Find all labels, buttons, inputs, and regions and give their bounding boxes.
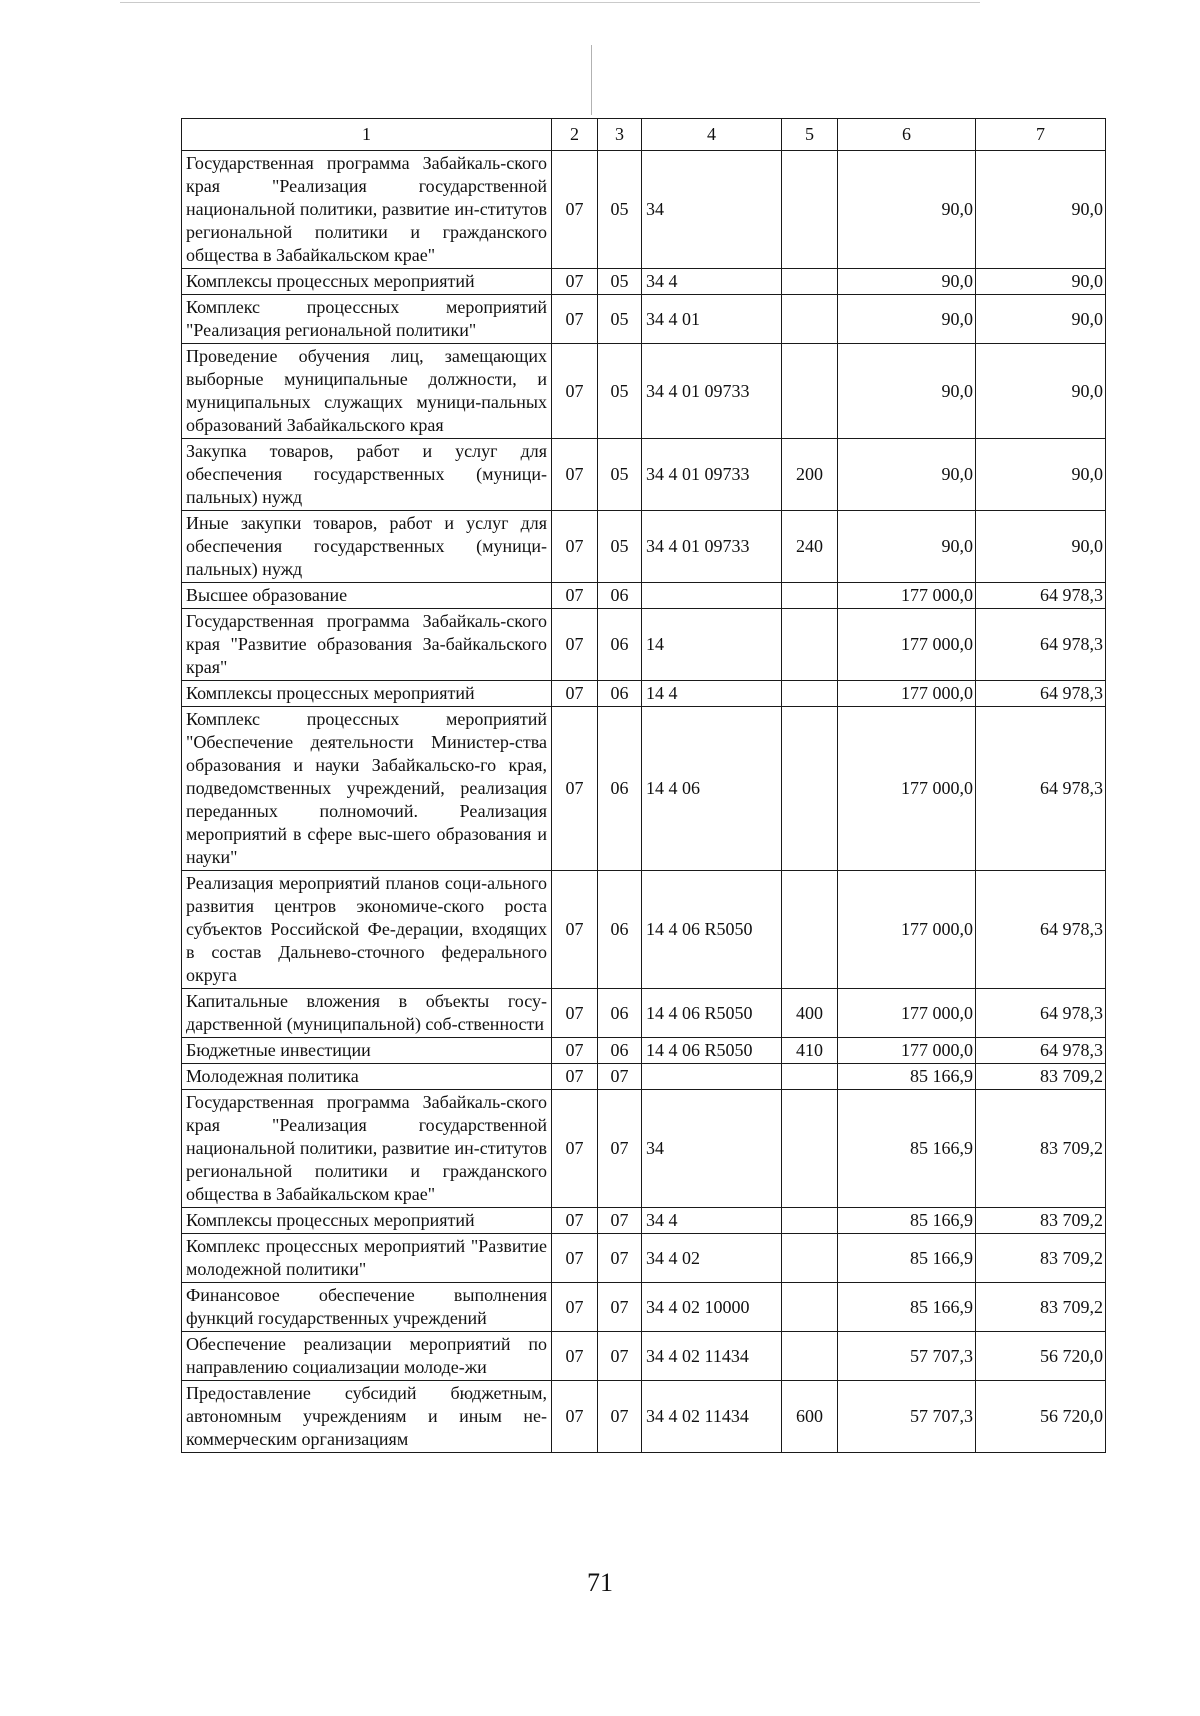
amount-2025-cell: 83 709,2 [976,1283,1106,1332]
table-row [182,511,1106,583]
subsection-cell: 07 [598,1381,642,1453]
section-cell: 07 [552,1332,598,1381]
header-row [182,119,1106,151]
table-row [182,1381,1106,1453]
header-col-2: 2 [552,119,598,151]
amount-2024-cell: 177 000,0 [838,871,976,989]
expense-type-cell [782,609,838,681]
row-name-cell: Обеспечение реализации мероприятий по направлению социализации молоде-жи [182,1332,552,1381]
target-article-cell: 14 4 [642,681,782,707]
row-name-cell: Комплекс процессных мероприятий "Обеспечение деятельности Министер-ства образования и науки Забайкальско-го края, подведомственных учреждений, реализация переданных полномочий. Реализация мероприятий в сфере выс-шего образования и науки" [182,707,552,871]
amount-2024-cell: 177 000,0 [838,1038,976,1064]
amount-2024-cell: 57 707,3 [838,1332,976,1381]
scan-artifact-line [120,2,980,3]
table-row [182,609,1106,681]
target-article-cell: 34 4 01 09733 [642,439,782,511]
table-row [182,1208,1106,1234]
amount-2025-cell: 64 978,3 [976,1038,1106,1064]
table-row [182,1090,1106,1208]
target-article-cell: 14 [642,609,782,681]
section-cell: 07 [552,1234,598,1283]
table-row [182,1332,1106,1381]
target-article-cell: 14 4 06 R5050 [642,1038,782,1064]
subsection-cell: 07 [598,1234,642,1283]
scan-artifact-vertical [591,45,592,115]
section-cell: 07 [552,1283,598,1332]
row-name-cell: Бюджетные инвестиции [182,1038,552,1064]
amount-2025-cell: 90,0 [976,269,1106,295]
section-cell: 07 [552,681,598,707]
expense-type-cell [782,871,838,989]
table-row [182,681,1106,707]
expense-type-cell [782,1234,838,1283]
target-article-cell: 14 4 06 R5050 [642,871,782,989]
target-article-cell [642,583,782,609]
amount-2024-cell: 85 166,9 [838,1234,976,1283]
table-row [182,1234,1106,1283]
amount-2025-cell: 56 720,0 [976,1332,1106,1381]
subsection-cell: 05 [598,439,642,511]
expense-type-cell [782,681,838,707]
table-row [182,439,1106,511]
table-row [182,871,1106,989]
amount-2025-cell: 90,0 [976,295,1106,344]
target-article-cell [642,1064,782,1090]
subsection-cell: 07 [598,1208,642,1234]
row-name-cell: Комплексы процессных мероприятий [182,269,552,295]
subsection-cell: 05 [598,269,642,295]
row-name-cell: Реализация мероприятий планов соци-ального развития центров экономиче-ского роста субъектов Российской Фе-дерации, входящих в состав Дальнево-сточного федерального округа [182,871,552,989]
table-row [182,1038,1106,1064]
amount-2025-cell: 83 709,2 [976,1208,1106,1234]
header-col-1: 1 [182,119,552,151]
section-cell: 07 [552,439,598,511]
subsection-cell: 06 [598,681,642,707]
target-article-cell: 14 4 06 R5050 [642,989,782,1038]
section-cell: 07 [552,269,598,295]
target-article-cell: 34 4 01 [642,295,782,344]
amount-2024-cell: 90,0 [838,439,976,511]
amount-2025-cell: 90,0 [976,151,1106,269]
subsection-cell: 06 [598,707,642,871]
expense-type-cell [782,1283,838,1332]
expense-type-cell [782,583,838,609]
amount-2024-cell: 85 166,9 [838,1064,976,1090]
row-name-cell: Государственная программа Забайкаль-ского края "Реализация государственной национальной политики, развитие ин-ститутов региональной политики и гражданского общества в Забайкальском крае" [182,1090,552,1208]
amount-2024-cell: 85 166,9 [838,1283,976,1332]
section-cell: 07 [552,1208,598,1234]
section-cell: 07 [552,1090,598,1208]
target-article-cell: 34 4 02 [642,1234,782,1283]
section-cell: 07 [552,344,598,439]
row-name-cell: Проведение обучения лиц, замещающих выборные муниципальные должности, и муниципальных служащих муници-пальных образований Забайкальского края [182,344,552,439]
table-row [182,1064,1106,1090]
amount-2024-cell: 90,0 [838,295,976,344]
amount-2025-cell: 90,0 [976,344,1106,439]
table-row [182,583,1106,609]
row-name-cell: Государственная программа Забайкаль-ского края "Развитие образования За-байкальского края" [182,609,552,681]
table-row [182,1283,1106,1332]
section-cell: 07 [552,989,598,1038]
expense-type-cell: 410 [782,1038,838,1064]
amount-2025-cell: 83 709,2 [976,1064,1106,1090]
section-cell: 07 [552,1038,598,1064]
subsection-cell: 05 [598,151,642,269]
subsection-cell: 05 [598,344,642,439]
row-name-cell: Молодежная политика [182,1064,552,1090]
amount-2025-cell: 83 709,2 [976,1090,1106,1208]
subsection-cell: 07 [598,1090,642,1208]
amount-2025-cell: 64 978,3 [976,871,1106,989]
subsection-cell: 06 [598,1038,642,1064]
subsection-cell: 06 [598,989,642,1038]
subsection-cell: 05 [598,511,642,583]
table-row [182,151,1106,269]
amount-2024-cell: 90,0 [838,344,976,439]
section-cell: 07 [552,609,598,681]
expense-type-cell [782,269,838,295]
header-col-5: 5 [782,119,838,151]
target-article-cell: 34 4 02 11434 [642,1381,782,1453]
target-article-cell: 34 [642,1090,782,1208]
amount-2024-cell: 90,0 [838,511,976,583]
table-row [182,989,1106,1038]
subsection-cell: 07 [598,1064,642,1090]
amount-2025-cell: 90,0 [976,439,1106,511]
section-cell: 07 [552,871,598,989]
section-cell: 07 [552,511,598,583]
target-article-cell: 14 4 06 [642,707,782,871]
amount-2024-cell: 90,0 [838,151,976,269]
subsection-cell: 06 [598,609,642,681]
target-article-cell: 34 [642,151,782,269]
amount-2024-cell: 85 166,9 [838,1208,976,1234]
subsection-cell: 06 [598,583,642,609]
subsection-cell: 05 [598,295,642,344]
amount-2025-cell: 64 978,3 [976,681,1106,707]
expense-type-cell [782,151,838,269]
target-article-cell: 34 4 [642,269,782,295]
section-cell: 07 [552,151,598,269]
subsection-cell: 07 [598,1332,642,1381]
expense-type-cell [782,344,838,439]
section-cell: 07 [552,1381,598,1453]
subsection-cell: 06 [598,871,642,989]
amount-2024-cell: 85 166,9 [838,1090,976,1208]
amount-2024-cell: 177 000,0 [838,989,976,1038]
amount-2024-cell: 90,0 [838,269,976,295]
row-name-cell: Иные закупки товаров, работ и услуг для обеспечения государственных (муници-пальных) нужд [182,511,552,583]
header-col-4: 4 [642,119,782,151]
row-name-cell: Государственная программа Забайкаль-ского края "Реализация государственной национальной политики, развитие ин-ститутов региональной политики и гражданского общества в Забайкальском крае" [182,151,552,269]
header-col-3: 3 [598,119,642,151]
section-cell: 07 [552,583,598,609]
amount-2025-cell: 64 978,3 [976,609,1106,681]
amount-2024-cell: 177 000,0 [838,681,976,707]
amount-2025-cell: 90,0 [976,511,1106,583]
expense-type-cell: 240 [782,511,838,583]
amount-2025-cell: 64 978,3 [976,707,1106,871]
expense-type-cell [782,295,838,344]
table-row [182,269,1106,295]
row-name-cell: Комплексы процессных мероприятий [182,1208,552,1234]
section-cell: 07 [552,295,598,344]
target-article-cell: 34 4 02 11434 [642,1332,782,1381]
header-col-6: 6 [838,119,976,151]
row-name-cell: Высшее образование [182,583,552,609]
target-article-cell: 34 4 02 10000 [642,1283,782,1332]
subsection-cell: 07 [598,1283,642,1332]
amount-2024-cell: 57 707,3 [838,1381,976,1453]
row-name-cell: Капитальные вложения в объекты госу-дарственной (муниципальной) соб-ственности [182,989,552,1038]
amount-2025-cell: 64 978,3 [976,583,1106,609]
amount-2025-cell: 56 720,0 [976,1381,1106,1453]
row-name-cell: Комплексы процессных мероприятий [182,681,552,707]
amount-2024-cell: 177 000,0 [838,609,976,681]
expense-type-cell: 400 [782,989,838,1038]
expense-type-cell [782,707,838,871]
table-row [182,295,1106,344]
target-article-cell: 34 4 [642,1208,782,1234]
expense-type-cell: 600 [782,1381,838,1453]
section-cell: 07 [552,1064,598,1090]
row-name-cell: Предоставление субсидий бюджетным, автономным учреждениям и иным не-коммерческим организациям [182,1381,552,1453]
expense-type-cell [782,1090,838,1208]
target-article-cell: 34 4 01 09733 [642,344,782,439]
amount-2024-cell: 177 000,0 [838,707,976,871]
page-number: 71 [587,1568,613,1597]
header-col-7: 7 [976,119,1106,151]
target-article-cell: 34 4 01 09733 [642,511,782,583]
table-row [182,707,1106,871]
table-row [182,344,1106,439]
budget-table [181,118,1106,1453]
amount-2024-cell: 177 000,0 [838,583,976,609]
amount-2025-cell: 64 978,3 [976,989,1106,1038]
section-cell: 07 [552,707,598,871]
expense-type-cell [782,1332,838,1381]
table-body [182,151,1106,1453]
row-name-cell: Финансовое обеспечение выполнения функций государственных учреждений [182,1283,552,1332]
expense-type-cell: 200 [782,439,838,511]
row-name-cell: Комплекс процессных мероприятий "Развитие молодежной политики" [182,1234,552,1283]
expense-type-cell [782,1064,838,1090]
row-name-cell: Закупка товаров, работ и услуг для обеспечения государственных (муници-пальных) нужд [182,439,552,511]
expense-type-cell [782,1208,838,1234]
amount-2025-cell: 83 709,2 [976,1234,1106,1283]
row-name-cell: Комплекс процессных мероприятий "Реализация региональной политики" [182,295,552,344]
